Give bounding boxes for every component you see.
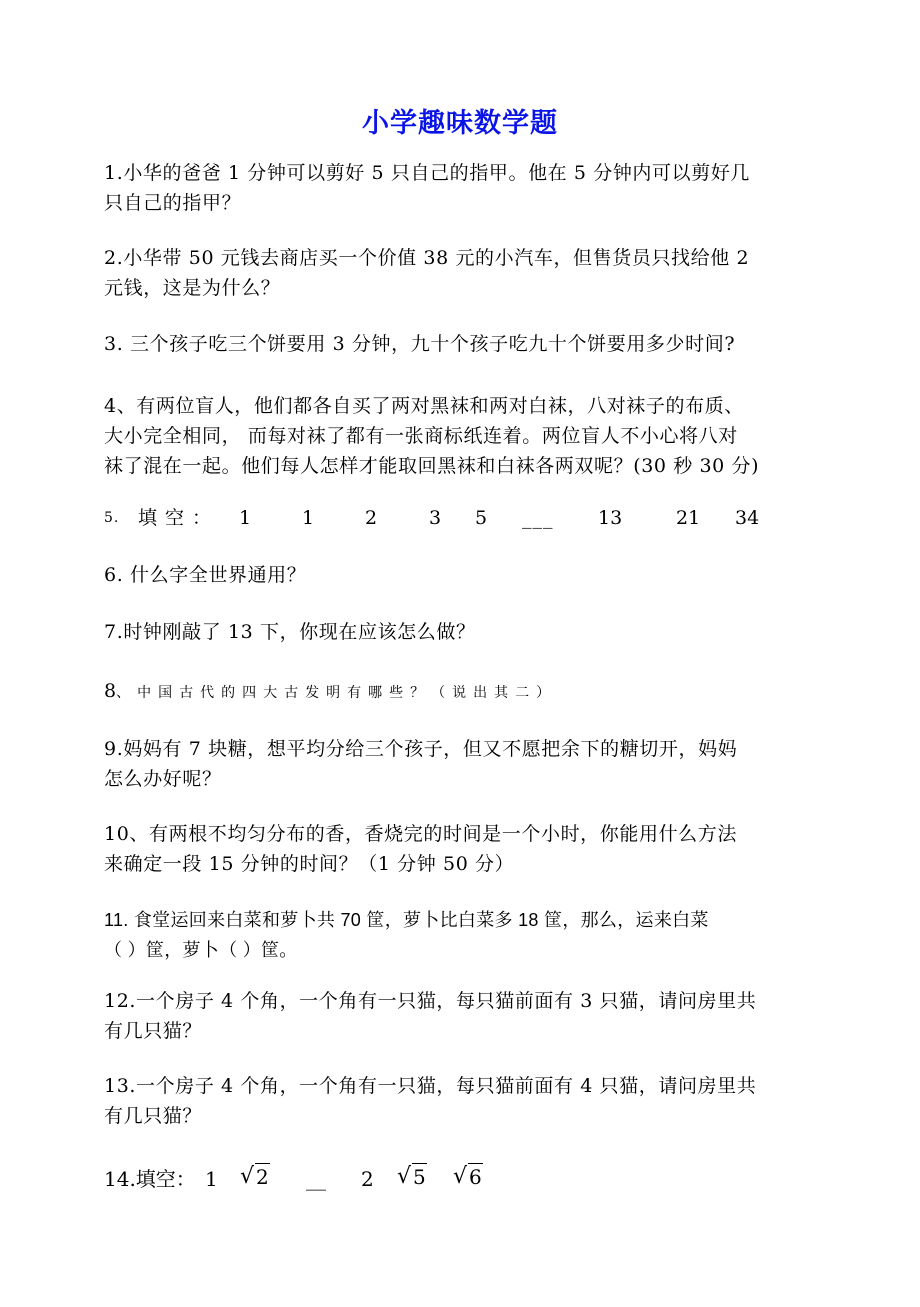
sequence-blank: __ (306, 1167, 326, 1191)
radical-icon: √ (397, 1164, 412, 1189)
question-1-line-2: 只自己的指甲？ (104, 192, 242, 214)
question-13 (104, 1071, 824, 1131)
question-12-line-1: 12.一个房子 4 个角，一个角有一只猫，每只猫前面有 3 只猫，请问房里共 (104, 990, 757, 1012)
question-14-label: 14.填空： (104, 1167, 196, 1191)
question-8 (104, 678, 557, 706)
question-10 (104, 819, 824, 879)
question-6-line-1: 6. 什么字全世界通用？ (104, 564, 307, 586)
question-11-line-1: 11. 食堂运回来白菜和萝卜共 70 筐，萝卜比白菜多 18 筐，那么，运来白菜 (104, 910, 709, 930)
sequence-item-4: 2 (361, 1167, 374, 1191)
sequence-item-1: 1 (205, 1167, 218, 1191)
question-8-number: 8 (104, 680, 117, 702)
question-3 (104, 329, 824, 359)
sequence-item-3: 2 (365, 507, 378, 529)
sequence-item-1: 1 (239, 507, 252, 529)
question-1 (104, 158, 824, 218)
question-7 (104, 617, 824, 647)
sequence-item-9: 34 (735, 507, 760, 529)
question-11-line-2: （ ）筐，萝卜（ ）筐。 (104, 940, 298, 960)
question-5 (104, 503, 824, 533)
question-2-line-1: 2.小华带 50 元钱去商店买一个价值 38 元的小汽车，但售货员只找给他 2 (104, 247, 750, 269)
sequence-item-5: 5 (475, 507, 488, 529)
page-title: 小学趣味数学题 (362, 108, 558, 139)
question-5-number: 5. (104, 510, 120, 526)
sequence-item-2: 1 (302, 507, 315, 529)
question-2-line-2: 元钱，这是为什么？ (104, 277, 281, 299)
question-10-line-2: 来确定一段 15 分钟的时间？（1 分钟 50 分） (104, 853, 515, 875)
question-5-label: 填空： (138, 507, 220, 529)
question-9 (104, 734, 824, 794)
question-12 (104, 986, 824, 1046)
radical-icon: √ (453, 1164, 468, 1189)
question-2 (104, 243, 824, 303)
question-9-line-2: 怎么办好呢？ (104, 768, 222, 790)
sequence-blank: ___ (522, 507, 554, 529)
question-4-line-2: 大小完全相同， 而每对袜了都有一张商标纸连着。两位盲人不小心将八对 (104, 425, 738, 447)
question-3-line-1: 3. 三个孩子吃三个饼要用 3 分钟，九十个孩子吃九十个饼要用多少时间? (104, 333, 736, 355)
question-4 (104, 391, 824, 481)
question-12-line-2: 有几只猫？ (104, 1020, 203, 1042)
question-11 (104, 905, 824, 965)
sequence-item-4: 3 (429, 507, 442, 529)
question-10-line-1: 10、有两根不均匀分布的香，香烧完的时间是一个小时，你能用什么方法 (104, 823, 737, 845)
question-14: 14.填空： 1 √ 2 __ 2 √ 5 √ 6 (104, 1163, 604, 1195)
question-4-line-3: 袜了混在一起。他们每人怎样才能取回黑袜和白袜各两双呢？(30 秒 30 分) (104, 455, 760, 477)
question-1-line-1: 1.小华的爸爸 1 分钟可以剪好 5 只自己的指甲。他在 5 分钟内可以剪好几 (104, 162, 751, 184)
question-6 (104, 560, 824, 590)
question-9-line-1: 9.妈妈有 7 块糖，想平均分给三个孩子，但又不愿把余下的糖切开，妈妈 (104, 738, 738, 760)
question-8-text: 、中国古代的四大古发明有哪些？（说出其二） (116, 685, 558, 701)
question-13-line-2: 有几只猫？ (104, 1105, 203, 1127)
question-7-line-1: 7.时钟刚敲了 13 下，你现在应该怎么做？ (104, 621, 476, 643)
radical-icon: √ (240, 1164, 255, 1189)
sequence-item-7: 13 (598, 507, 623, 529)
sequence-item-8: 21 (676, 507, 701, 529)
question-4-line-1: 4、有两位盲人，他们都各自买了两对黑袜和两对白袜，八对袜子的布质、 (104, 395, 744, 417)
question-13-line-1: 13.一个房子 4 个角，一个角有一只猫，每只猫前面有 4 只猫，请问房里共 (104, 1075, 757, 1097)
